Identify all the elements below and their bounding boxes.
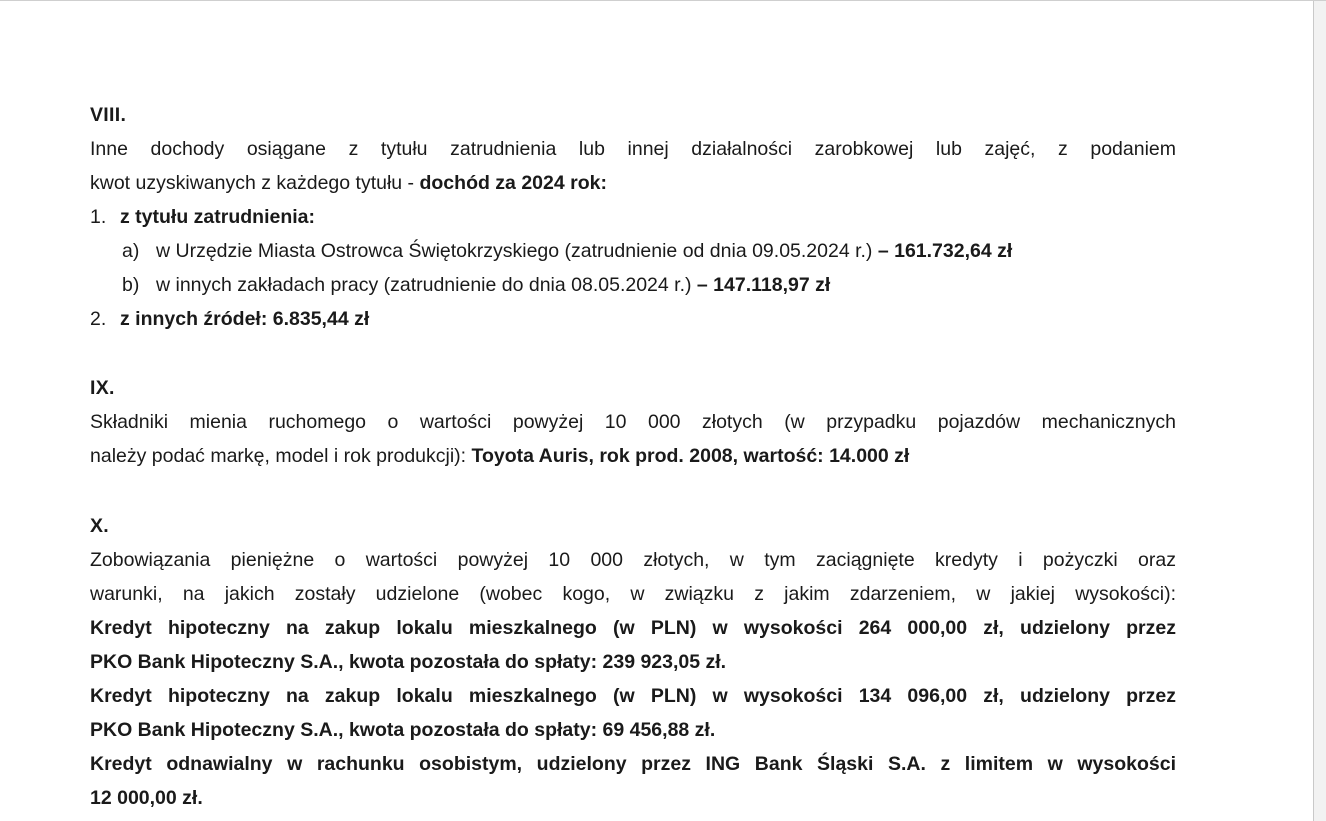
list-item-1-label: z tytułu zatrudnienia: [120, 206, 315, 228]
list-number: 2. [90, 308, 107, 330]
list-item-1a [122, 234, 1176, 268]
page-edge [1313, 1, 1326, 821]
intro-text: kwot uzyskiwanych z każdego tytułu - [90, 172, 420, 194]
vehicle-intro: należy podać markę, model i rok produkcji): [90, 445, 472, 467]
section-x-line1: Zobowiązania pieniężne o wartości powyżej 10 000 złotych, w tym zaciągnięte kredyty i pożyczki oraz [90, 549, 1176, 571]
section-viii-heading: VIII. [90, 104, 127, 126]
list-item-1b [122, 268, 1176, 302]
spacer [90, 473, 1176, 509]
credit-3-line2: 12 000,00 zł. [90, 787, 203, 809]
section-ix-line2 [90, 439, 1176, 473]
vehicle-details: Toyota Auris, rok prod. 2008, wartość: 14.000 zł [471, 445, 910, 467]
list-item-2-text: z innych źródeł: 6.835,44 zł [120, 308, 370, 330]
list-item-1a-text [156, 234, 1012, 268]
list-item-1 [90, 200, 1176, 234]
section-ix-heading: IX. [90, 377, 115, 399]
list-item-1b-text [156, 268, 830, 302]
list-letter: a) [122, 240, 140, 262]
list-number: 1. [90, 206, 107, 228]
intro-year: dochód za 2024 rok: [419, 172, 607, 194]
credit-2-line1: Kredyt hipoteczny na zakup lokalu mieszkalnego (w PLN) w wysokości 134 096,00 zł, udzielony przez [90, 685, 1176, 707]
document-content [90, 98, 1176, 815]
credit-3-line1: Kredyt odnawialny w rachunku osobistym, udzielony przez ING Bank Śląski S.A. z limitem w wysokości [90, 753, 1176, 775]
credit-1-line1: Kredyt hipoteczny na zakup lokalu mieszkalnego (w PLN) w wysokości 264 000,00 zł, udzielony przez [90, 617, 1176, 639]
employer-text: w innych zakładach pracy (zatrudnienie do dnia 08.05.2024 r.) [156, 274, 697, 296]
credit-1-line2: PKO Bank Hipoteczny S.A., kwota pozostała do spłaty: 239 923,05 zł. [90, 651, 727, 673]
list-letter: b) [122, 274, 140, 296]
list-item-2 [90, 302, 1176, 336]
section-ix-line1: Składniki mienia ruchomego o wartości powyżej 10 000 złotych (w przypadku pojazdów mechanicznych [90, 411, 1176, 433]
spacer [90, 336, 1176, 371]
section-viii-intro-line1: Inne dochody osiągane z tytułu zatrudnienia lub innej działalności zarobkowej lub zajęć, z podaniem [90, 138, 1176, 160]
section-viii-intro-line2 [90, 166, 1176, 200]
section-x-heading: X. [90, 515, 110, 537]
section-x-line2: warunki, na jakich zostały udzielone (wobec kogo, w związku z jakim zdarzeniem, w jakiej wysokości): [90, 583, 1176, 605]
income-amount: – 147.118,97 zł [696, 274, 831, 296]
income-amount: – 161.732,64 zł [877, 240, 1013, 262]
employer-text: w Urzędzie Miasta Ostrowca Świętokrzyskiego (zatrudnienie od dnia 09.05.2024 r.) [156, 240, 878, 262]
credit-2-line2: PKO Bank Hipoteczny S.A., kwota pozostała do spłaty: 69 456,88 zł. [90, 719, 716, 741]
